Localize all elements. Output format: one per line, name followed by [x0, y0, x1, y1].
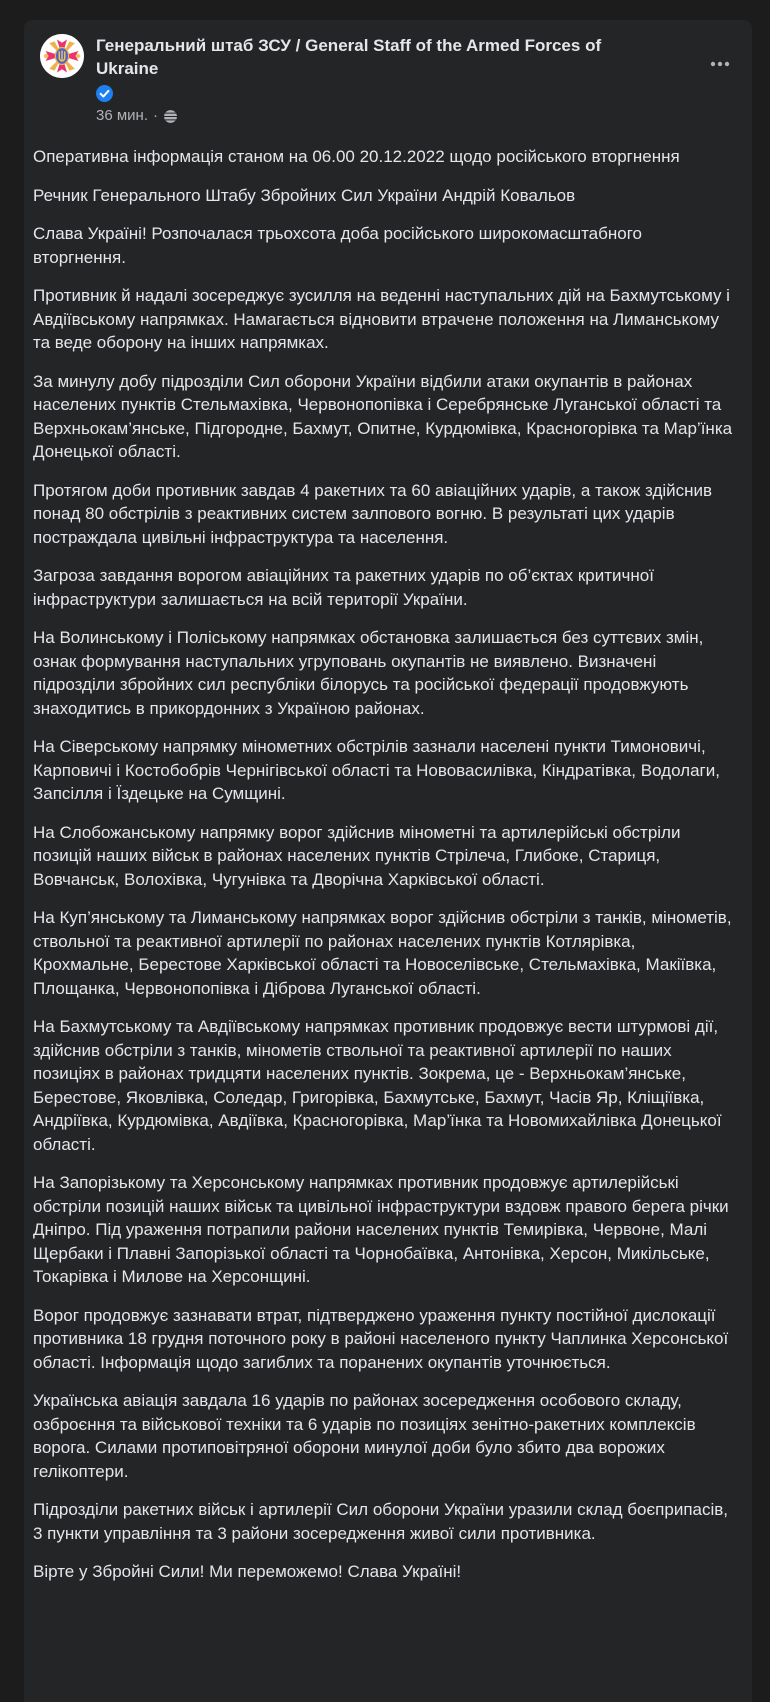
post-header	[24, 20, 752, 125]
timestamp[interactable]: 36 мин.	[96, 107, 148, 124]
post-paragraph: Ворог продовжує зазнавати втрат, підтверджено ураження пункту постійної дислокації противника 18 грудня поточного року в районі населеного пункту Чаплинка Херсонської області. Інформація щодо загиблих та поранених окупантів уточнюється.	[33, 1305, 729, 1372]
post-paragraph: Українська авіація завдала 16 ударів по районах зосередження особового складу, озброєння та військової техніки та 6 ударів по позиціях зенітно-ракетних комплексів ворога. Силами протиповітряної оборони минулої доби було збито два ворожих гелікоптери.	[33, 1391, 696, 1481]
badge-row	[96, 85, 702, 102]
general-staff-emblem-icon	[40, 34, 84, 78]
more-options-button[interactable]	[702, 46, 738, 82]
post-paragraph: Загроза завдання ворогом авіаційних та ракетних ударів по об’єктах критичної інфраструктури залишається на всій території України.	[33, 566, 654, 609]
post-paragraph: За минулу добу підрозділи Сил оборони України відбили атаки окупантів в районах населених пунктів Стельмахівка, Червонопопівка і Серебрянське Луганської області та Верхньокам’янське, Підгородне, Бахмут, Опитне, Курдюмівка, Красногорівка та Мар’їнка Донецької області.	[33, 371, 733, 461]
avatar[interactable]	[40, 34, 84, 78]
three-dots-icon	[710, 61, 730, 67]
header-info	[96, 34, 702, 125]
post-paragraph: Противник й надалі зосереджує зусилля на веденні наступальних дій на Бахмутському і Авдіївському напрямках. Намагається відновити втрачене положення на Лиманському та веде оборону на інших напрямках.	[33, 286, 730, 352]
meta-separator: ·	[153, 107, 158, 124]
post-paragraph: На Куп’янському та Лиманському напрямках ворог здійснив обстріли з танків, мінометів, ствольної та реактивної артилерії по районах населених пунктів Котлярівка, Крохмальне, Берестове Харківської області та Новоселівське, Стельмахівка, Макіївка, Площанка, Червонопопівка і Діброва Луганської області.	[33, 908, 732, 998]
page-title[interactable]: Генеральний штаб ЗСУ / General Staff of the Armed Forces of Ukraine	[96, 36, 602, 78]
post-paragraph: Підрозділи ракетних військ і артилерії Сил оборони України уразили склад боєприпасів, 3 пункти управління та 3 райони зосередження живої сили противника.	[33, 1500, 729, 1543]
post-paragraph: На Слобожанському напрямку ворог здійснив мінометні та артилерійські обстріли позицій наших військ в районах населених пунктів Стрілеча, Глибоке, Стариця, Вовчанськ, Волохівка, Чугунівка та Дворічна Харківської області.	[33, 822, 681, 889]
post-paragraph: Оперативна інформація станом на 06.00 20.12.2022 щодо російського вторгнення	[33, 147, 680, 166]
globe-icon	[163, 109, 178, 124]
post-paragraph: Вірте у Збройні Сили! Ми переможемо! Слава Україні!	[33, 1562, 462, 1581]
post-paragraph: На Сіверському напрямку мінометних обстрілів зазнали населені пункти Тимоновичі, Карповичі і Костобобрів Чернігівської області та Нововасилівка, Кіндратівка, Водолаги, Запсілля і Їздецьке на Сумщині.	[33, 737, 720, 803]
post-paragraph: Протягом доби противник завдав 4 ракетних та 60 авіаційних ударів, а також здійснив понад 80 обстрілів з реактивних систем залпового вогню. В результаті цих ударів постраждала цивільні інфраструктура та населення.	[33, 480, 713, 547]
post-paragraph: На Волинському і Поліському напрямках обстановка залишається без суттєвих змін, ознак формування наступальних угруповань окупантів не виявлено. Визначені підрозділи збройних сил республіки білорусь та російської федерації продовжують знаходитись в прикордонних з Україною районах.	[33, 628, 704, 718]
post-paragraph: Речник Генерального Штабу Збройних Сил України Андрій Ковальов	[33, 185, 576, 205]
facebook-post-card	[24, 20, 752, 1702]
post-paragraph: Слава Україні! Розпочалася трьохсота доба російського широкомасштабного вторгнення.	[33, 224, 642, 267]
post-paragraph: На Бахмутському та Авдіївському напрямках противник продовжує вести штурмові дії, здійснив обстріли з танків, мінометів ствольної та реактивної артилерії по наших позиціях в районах тридцяти населених пунктів. Зокрема, це - Верхньокам’янське, Берестове, Яковлівка, Соледар, Григорівка, Бахмутське, Бахмут, Часів Яр, Кліщіївка, Андріївка, Курдюмівка, Авдіївка, Красногорівка, Мар’їнка та Новомихайлівка Донецької області.	[33, 1017, 722, 1154]
post-text	[24, 125, 752, 1594]
post-paragraph: На Запорізькому та Херсонському напрямках противник продовжує артилерійські обстріли позицій наших військ та цивільної інфраструктури вздовж правого берега річки Дніпро. Під ураження потрапили райони населених пунктів Темирівка, Червоне, Малі Щербаки і Плавні Запорізької області та Чорнобаївка, Антонівка, Херсон, Микільське, Токарівка і Милове на Херсонщині.	[33, 1173, 729, 1286]
post-meta	[96, 106, 702, 125]
verified-check-icon	[96, 85, 113, 102]
